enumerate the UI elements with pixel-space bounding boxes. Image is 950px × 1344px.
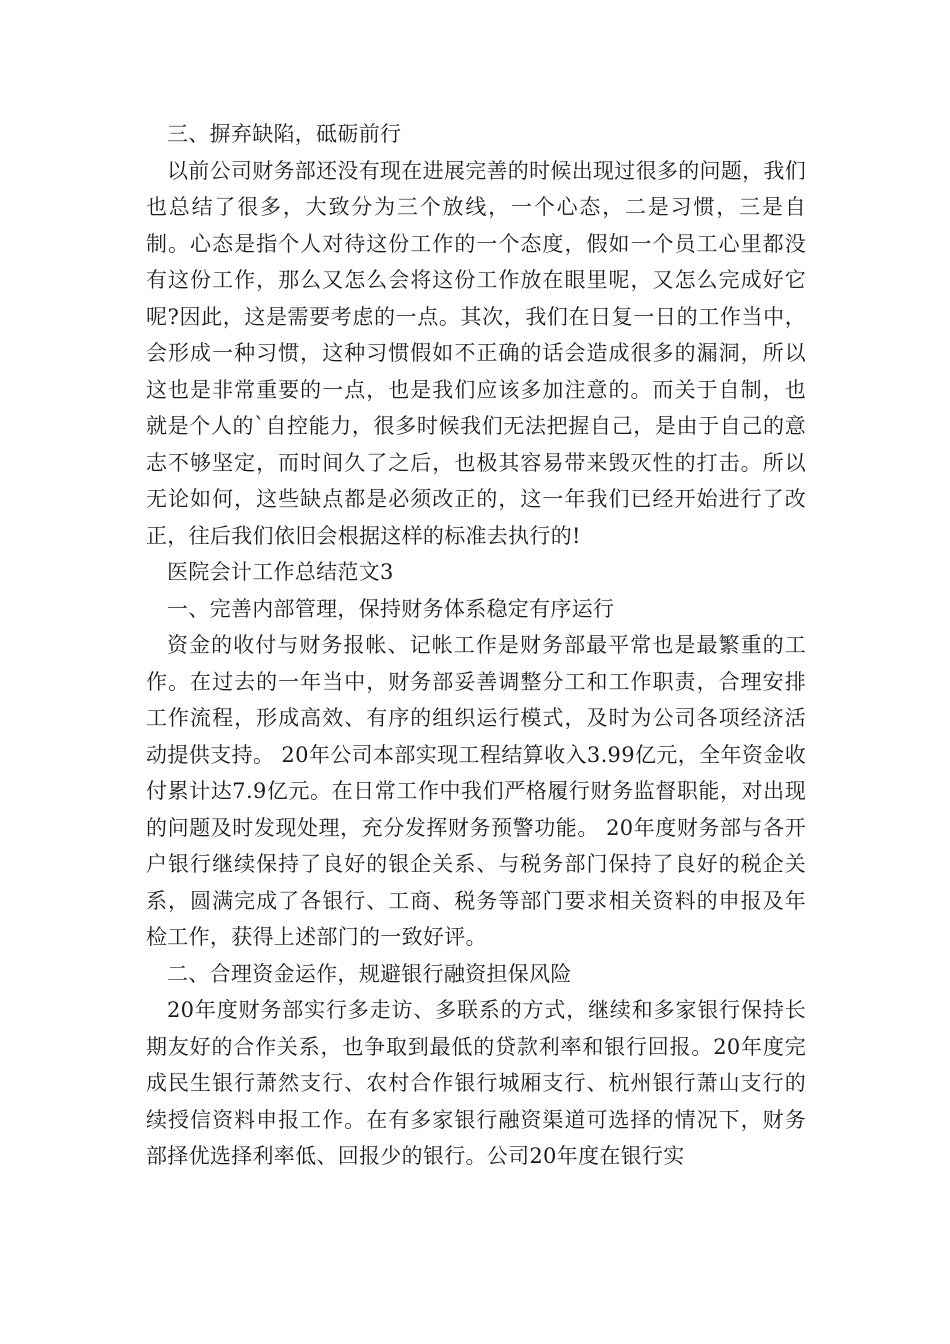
document-body	[146, 116, 806, 1175]
body-paragraph: 资金的收付与财务报帐、记帐工作是财务部最平常也是最繁重的工作。在过去的一年当中，财务部妥善调整分工和工作职责，合理安排工作流程，形成高效、有序的组织运行模式，及时为公司各项经济活动提供支持。 20年公司本部实现工程结算收入3.99亿元，全年资金收付累计达7.9亿元。在日常工作中我们严格履行财务监督职能，对出现的问题及时发现处理，充分发挥财务预警功能。 20年度财务部与各开户银行继续保持了良好的银企关系、与税务部门保持了良好的税企关系，圆满完成了各银行、工商、税务等部门要求相关资料的申报及年检工作，获得上述部门的一致好评。	[146, 633, 806, 949]
body-paragraph: 20年度财务部实行多走访、多联系的方式，继续和多家银行保持长期友好的合作关系，也争取到最低的贷款利率和银行回报。20年度完成民生银行萧然支行、农村合作银行城厢支行、杭州银行萧山支行的续授信资料申报工作。在有多家银行融资渠道可选择的情况下，财务部择优选择利率低、回报少的银行。公司20年度在银行实	[146, 998, 806, 1168]
section-heading: 一、完善内部管理，保持财务体系稳定有序运行	[167, 596, 615, 621]
article-title: 医院会计工作总结范文3	[167, 560, 394, 584]
body-paragraph: 以前公司财务部还没有现在进展完善的时候出现过很多的问题，我们也总结了很多，大致分为三个放线，一个心态，二是习惯，三是自制。心态是指个人对待这份工作的一个态度，假如一个员工心里都没有这份工作，那么又怎么会将这份工作放在眼里呢，又怎么完成好它呢?因此，这是需要考虑的一点。其次，我们在日复一日的工作当中，会形成一种习惯，这种习惯假如不正确的话会造成很多的漏洞，所以这也是非常重要的一点，也是我们应该多加注意的。而关于自制，也就是个人的`自控能力，很多时候我们无法把握自己，是由于自己的意志不够坚定，而时间久了之后，也极其容易带来毁灭性的打击。所以无论如何，这些缺点都是必须改正的，这一年我们已经开始进行了改正，往后我们依旧会根据这样的标准去执行的!	[146, 158, 806, 548]
section-heading: 三、摒弃缺陷，砥砺前行	[167, 122, 402, 146]
section-heading: 二、合理资金运作，规避银行融资担保风险	[167, 961, 572, 986]
